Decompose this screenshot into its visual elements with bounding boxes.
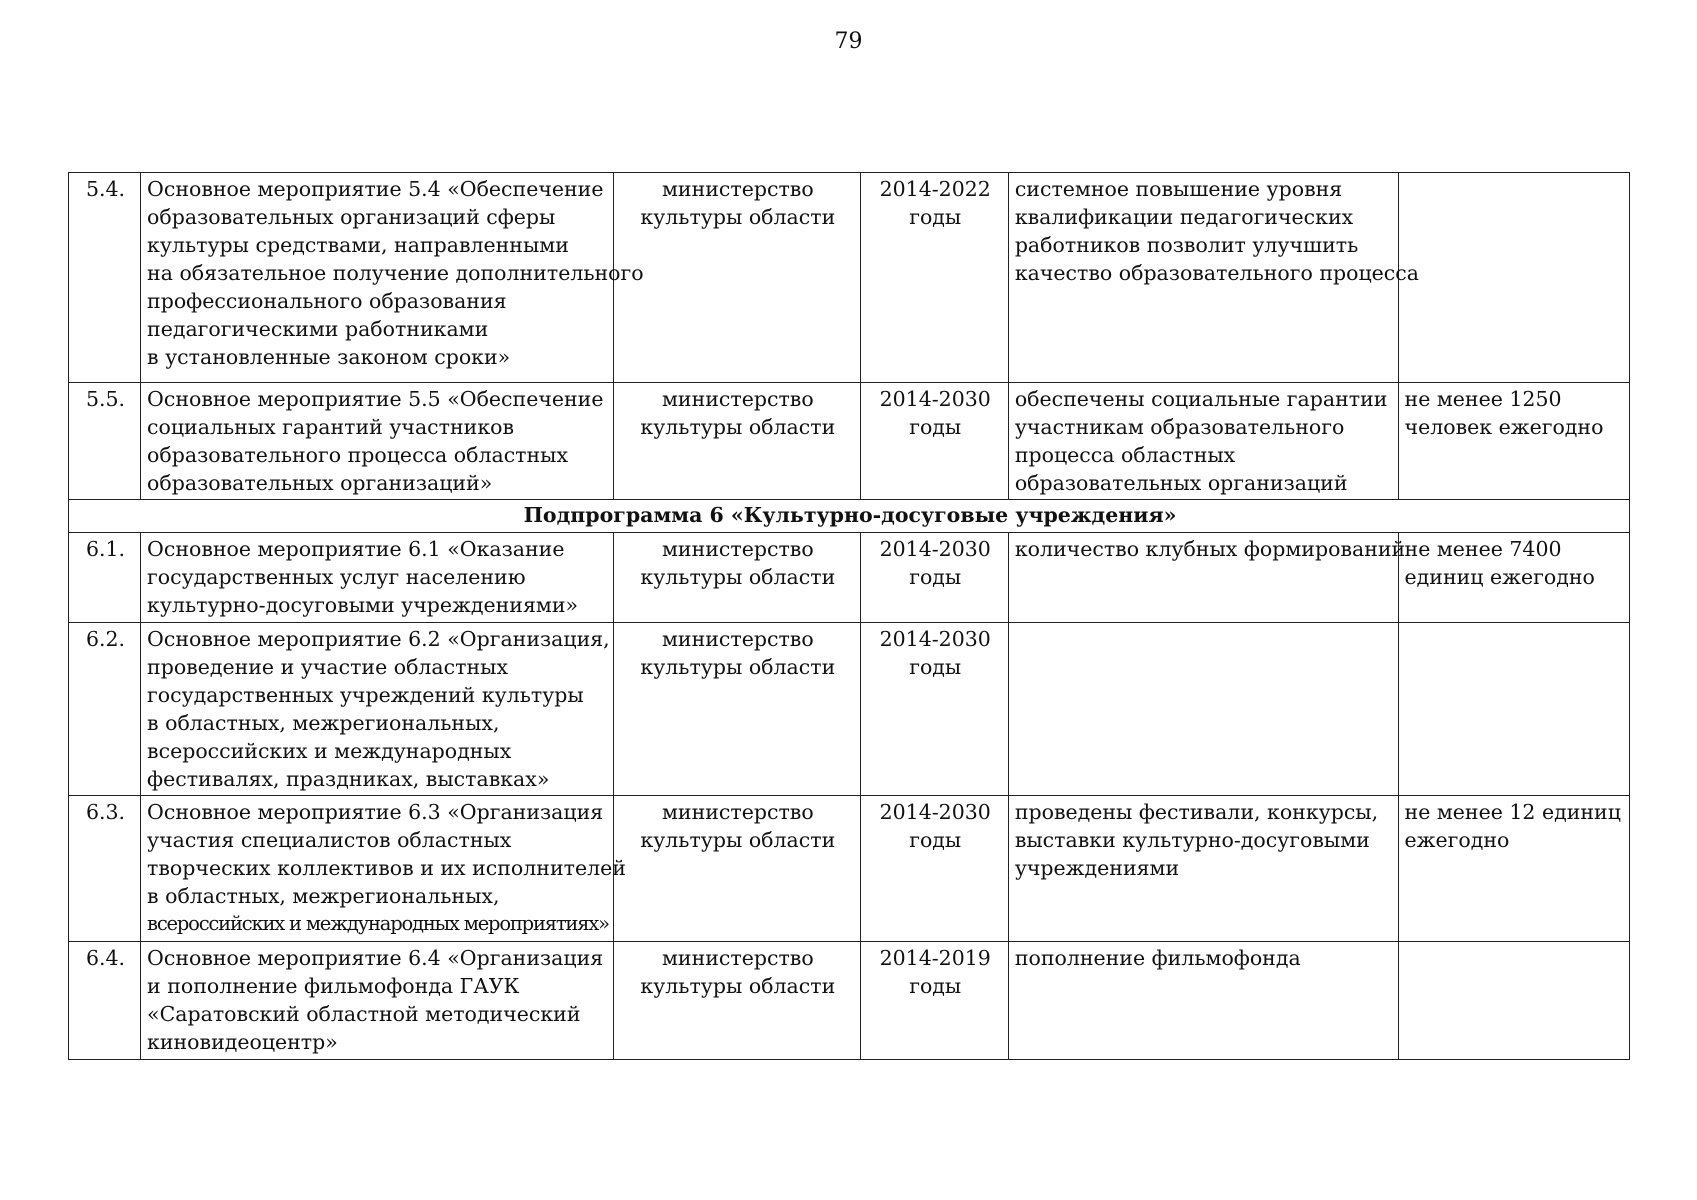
cell-text-line: проведены фестивали, конкурсы, xyxy=(1014,800,1379,824)
cell-text-line: годы xyxy=(909,565,962,589)
row-number: 6.3. xyxy=(69,796,141,942)
table-row xyxy=(69,533,1630,623)
cell-text-line: 2014-2030 xyxy=(879,800,991,824)
cell-text-line: педагогическими работниками xyxy=(147,317,489,341)
cell-text-line: участия специалистов областных xyxy=(147,828,512,852)
cell-text-line: творческих коллективов и их исполнителей xyxy=(147,856,626,880)
cell-text-line: социальных гарантий участников xyxy=(147,415,515,439)
period-cell xyxy=(860,383,1008,500)
cell-text-line: Основное мероприятие 6.1 «Оказание xyxy=(147,537,565,561)
cell-text-line: количество клубных формирований xyxy=(1014,537,1406,561)
row-number: 6.1. xyxy=(69,533,141,623)
expected-result-cell xyxy=(1008,173,1419,383)
expected-result-cell xyxy=(1008,942,1398,1060)
cell-text-line: на обязательное получение дополнительного xyxy=(147,261,644,285)
table-body xyxy=(69,173,1630,1060)
cell-text-line: Основное мероприятие 6.3 «Организация xyxy=(147,800,604,824)
executor-cell xyxy=(614,942,861,1060)
indicator-cell xyxy=(1398,533,1629,623)
cell-text-line: государственных услуг населению xyxy=(147,565,526,589)
table-row xyxy=(69,173,1630,383)
cell-text-line: годы xyxy=(909,655,962,679)
cell-text-line: в установленные законом сроки» xyxy=(147,345,511,369)
cell-text-line: 2014-2030 xyxy=(879,387,991,411)
cell-text-line: единиц ежегодно xyxy=(1404,565,1595,589)
cell-text-line: 2014-2019 xyxy=(879,946,991,970)
period-cell xyxy=(860,173,1008,383)
executor-cell xyxy=(614,623,861,796)
cell-text-line: государственных учреждений культуры xyxy=(147,683,584,707)
expected-result-cell xyxy=(1008,533,1406,623)
executor-cell xyxy=(614,796,861,942)
cell-text-line: культуры области xyxy=(640,655,836,679)
cell-text-line: проведение и участие областных xyxy=(147,655,509,679)
cell-text-line: годы xyxy=(909,415,962,439)
activity-name-cell xyxy=(141,623,614,796)
cell-text-line: участникам образовательного xyxy=(1014,415,1345,439)
cell-text-line: учреждениями xyxy=(1014,856,1180,880)
activity-name-cell xyxy=(141,533,614,623)
indicator-cell xyxy=(1398,623,1629,796)
cell-text-line: всероссийских и международных мероприятиях» xyxy=(147,912,609,935)
cell-text-line: «Саратовский областной методический xyxy=(147,1002,581,1026)
cell-text-line: годы xyxy=(909,828,962,852)
cell-text-line: 2014-2030 xyxy=(879,627,991,651)
cell-text-line: в областных, межрегиональных, xyxy=(147,711,500,735)
cell-text-line: в областных, межрегиональных, xyxy=(147,884,500,908)
cell-text-line: министерство xyxy=(661,387,814,411)
cell-text-line: 2014-2030 xyxy=(879,537,991,561)
page-number: 79 xyxy=(834,29,863,54)
cell-text-line: обеспечены социальные гарантии xyxy=(1014,387,1388,411)
row-number: 6.2. xyxy=(69,623,141,796)
executor-cell xyxy=(614,173,861,383)
activity-name-cell xyxy=(141,796,626,942)
activities-table xyxy=(68,172,1630,1060)
cell-text-line: ежегодно xyxy=(1404,828,1510,852)
activity-name-cell xyxy=(141,173,644,383)
cell-text-line: министерство xyxy=(661,946,814,970)
cell-text-line: киновидеоцентр» xyxy=(147,1030,338,1054)
table-row xyxy=(69,942,1630,1060)
table-row xyxy=(69,796,1630,942)
cell-text-line: работников позволит улучшить xyxy=(1014,233,1359,257)
cell-text-line: годы xyxy=(909,205,962,229)
cell-text-line: образовательного процесса областных xyxy=(147,443,569,467)
period-cell xyxy=(860,533,1008,623)
cell-text-line: всероссийских и международных xyxy=(147,739,512,763)
cell-text-line: не менее 7400 xyxy=(1404,537,1562,561)
cell-text-line: Основное мероприятие 6.2 «Организация, xyxy=(147,627,610,651)
cell-text-line: культуры области xyxy=(640,974,836,998)
subprogram-header-row xyxy=(69,500,1630,533)
table-row xyxy=(69,623,1630,796)
executor-cell xyxy=(614,383,861,500)
cell-text-line: не менее 12 единиц xyxy=(1404,800,1621,824)
cell-text-line: образовательных организаций» xyxy=(147,471,493,495)
activity-name-cell xyxy=(141,942,614,1060)
period-cell xyxy=(860,942,1008,1060)
expected-result-cell xyxy=(1008,796,1398,942)
row-number: 5.5. xyxy=(69,383,141,500)
cell-text-line: квалификации педагогических xyxy=(1014,205,1354,229)
cell-text-line: фестивалях, праздниках, выставках» xyxy=(147,767,550,791)
indicator-cell xyxy=(1398,796,1629,942)
expected-result-cell xyxy=(1008,623,1398,796)
executor-cell xyxy=(614,533,861,623)
indicator-cell xyxy=(1398,942,1629,1060)
cell-text-line: культуры средствами, направленными xyxy=(147,233,569,257)
period-cell xyxy=(860,796,1008,942)
cell-text-line: министерство xyxy=(661,800,814,824)
cell-text-line: Основное мероприятие 5.4 «Обеспечение xyxy=(147,177,604,201)
table-row xyxy=(69,383,1630,500)
cell-text-line: пополнение фильмофонда xyxy=(1014,946,1301,970)
cell-text-line: процесса областных xyxy=(1014,443,1236,467)
cell-text-line: не менее 1250 xyxy=(1404,387,1562,411)
cell-text-line: министерство xyxy=(661,537,814,561)
cell-text-line: профессионального образования xyxy=(147,289,507,313)
cell-text-line: культуры области xyxy=(640,415,836,439)
activity-name-cell xyxy=(141,383,614,500)
cell-text-line: образовательных организаций сферы xyxy=(147,205,556,229)
expected-result-cell xyxy=(1008,383,1398,500)
indicator-cell xyxy=(1398,173,1629,383)
row-number: 6.4. xyxy=(69,942,141,1060)
cell-text-line: Основное мероприятие 5.5 «Обеспечение xyxy=(147,387,604,411)
cell-text-line: культуры области xyxy=(640,565,836,589)
cell-text-line: культурно-досуговыми учреждениями» xyxy=(147,593,579,617)
cell-text-line: министерство xyxy=(661,627,814,651)
cell-text-line: Основное мероприятие 6.4 «Организация xyxy=(147,946,604,970)
cell-text-line: министерство xyxy=(661,177,814,201)
indicator-cell xyxy=(1398,383,1629,500)
cell-text-line: и пополнение фильмофонда ГАУК xyxy=(147,974,520,998)
subprogram-title: Подпрограмма 6 «Культурно-досуговые учреждения» xyxy=(69,500,1630,533)
cell-text-line: качество образовательного процесса xyxy=(1014,261,1419,285)
cell-text-line: культуры области xyxy=(640,205,836,229)
period-cell xyxy=(860,623,1008,796)
cell-text-line: образовательных организаций xyxy=(1014,471,1348,495)
cell-text-line: выставки культурно-досуговыми xyxy=(1014,828,1370,852)
cell-text-line: культуры области xyxy=(640,828,836,852)
row-number: 5.4. xyxy=(69,173,141,383)
cell-text-line: системное повышение уровня xyxy=(1014,177,1343,201)
cell-text-line: человек ежегодно xyxy=(1404,415,1604,439)
cell-text-line: годы xyxy=(909,974,962,998)
cell-text-line: 2014-2022 xyxy=(879,177,991,201)
